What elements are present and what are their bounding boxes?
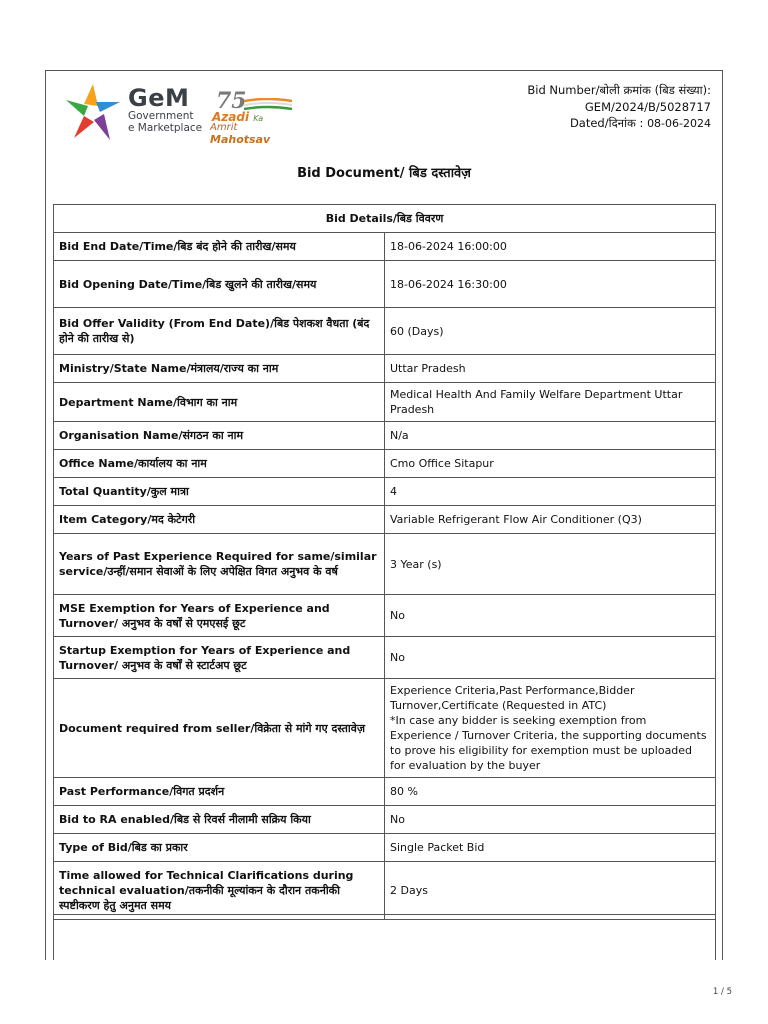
table-row bbox=[54, 478, 716, 506]
row-value-text: 3 Year (s) bbox=[390, 557, 442, 571]
row-value bbox=[385, 261, 716, 308]
table-header: Bid Details/बिड विवरण bbox=[54, 205, 716, 233]
dated-line bbox=[527, 115, 711, 133]
row-value bbox=[385, 308, 716, 355]
row-value-text: Experience Criteria,Past Performance,Bidder Turnover,Certificate (Requested in ATC) bbox=[390, 684, 635, 712]
page-number: 1 / 5 bbox=[712, 987, 732, 997]
azadi-line2 bbox=[210, 122, 300, 146]
row-value-text: Cmo Office Sitapur bbox=[390, 457, 494, 470]
table-row bbox=[54, 506, 716, 534]
azadi-ka-amrit-mahotsav-logo bbox=[210, 88, 300, 146]
table-row bbox=[54, 355, 716, 383]
row-label: Document required from seller/विक्रेता से मांगे गए दस्तावेज़ bbox=[54, 679, 385, 778]
row-value-text: Uttar Pradesh bbox=[390, 362, 466, 375]
flag-stripes-icon bbox=[242, 98, 294, 110]
row-value-text: No bbox=[390, 609, 405, 622]
azadi-75: 75 bbox=[216, 88, 247, 114]
gem-star-logo-icon bbox=[64, 82, 122, 142]
gem-wordmark bbox=[128, 86, 202, 134]
row-value-text: Single Packet Bid bbox=[390, 841, 485, 854]
azadi-amrit: Amrit bbox=[210, 122, 238, 133]
bid-number-label: Bid Number/बोली क्रमांक (बिड संख्या): bbox=[527, 83, 711, 97]
row-label: Time allowed for Technical Clarifications during technical evaluation/तकनीकी मूल्यांकन के दौरान तकनीकी स्पष्टीकरण हेतु अनुमत समय bbox=[54, 862, 385, 920]
row-value bbox=[385, 778, 716, 806]
row-label: Ministry/State Name/मंत्रालय/राज्य का नाम bbox=[54, 355, 385, 383]
row-label: Type of Bid/बिड का प्रकार bbox=[54, 834, 385, 862]
row-label: Bid Offer Validity (From End Date)/बिड पेशकश वैधता (बंद होने की तारीख से) bbox=[54, 308, 385, 355]
row-value bbox=[385, 862, 716, 920]
bid-details-table bbox=[53, 204, 716, 920]
row-value-text: Variable Refrigerant Flow Air Conditioner (Q3) bbox=[390, 513, 642, 526]
row-label: Item Category/मद केटेगरी bbox=[54, 506, 385, 534]
row-value bbox=[385, 806, 716, 834]
row-value-text: 80 % bbox=[390, 785, 418, 798]
row-value-text: 18-06-2024 16:00:00 bbox=[390, 240, 507, 253]
row-label: Organisation Name/संगठन का नाम bbox=[54, 422, 385, 450]
table-body bbox=[54, 233, 716, 920]
row-value bbox=[385, 595, 716, 637]
row-value-text: Medical Health And Family Welfare Department Uttar Pradesh bbox=[390, 388, 683, 416]
dated-label: Dated/दिनांक : bbox=[569, 116, 644, 130]
document-title: Bid Document/ बिड दस्तावेज़ bbox=[297, 166, 471, 181]
table-row bbox=[54, 233, 716, 261]
row-label: Office Name/कार्यालय का नाम bbox=[54, 450, 385, 478]
row-value bbox=[385, 233, 716, 261]
row-value-text: 60 (Days) bbox=[390, 324, 444, 338]
row-value bbox=[385, 478, 716, 506]
row-label: MSE Exemption for Years of Experience and Turnover/ अनुभव के वर्षों से एमएसई छूट bbox=[54, 595, 385, 637]
gem-sub-marketplace: e Marketplace bbox=[128, 122, 203, 134]
row-value bbox=[385, 637, 716, 679]
azadi-ka: Ka bbox=[253, 114, 264, 123]
table-row bbox=[54, 806, 716, 834]
row-label: Startup Exemption for Years of Experience and Turnover/ अनुभव के वर्षों से स्टार्टअप छूट bbox=[54, 637, 385, 679]
table-continuation bbox=[53, 914, 716, 960]
row-label: Total Quantity/कुल मात्रा bbox=[54, 478, 385, 506]
row-value-text: N/a bbox=[390, 429, 409, 442]
row-label: Bid to RA enabled/बिड से रिवर्स नीलामी सक्रिय किया bbox=[54, 806, 385, 834]
gem-sub-government: Government bbox=[128, 110, 194, 122]
table-row bbox=[54, 422, 716, 450]
row-value-note: *In case any bidder is seeking exemption from Experience / Turnover Criteria, the supporting documents to prove his eligibility for exemption must be uploaded for evaluation by the buyer bbox=[390, 714, 707, 772]
row-label: Past Performance/विगत प्रदर्शन bbox=[54, 778, 385, 806]
table-row bbox=[54, 261, 716, 308]
row-label: Department Name/विभाग का नाम bbox=[54, 383, 385, 422]
row-value-text: 2 Days bbox=[390, 884, 428, 897]
header-logos bbox=[64, 82, 314, 146]
azadi-mahotsav: Mahotsav bbox=[210, 133, 271, 146]
row-value-text: No bbox=[390, 813, 405, 826]
table-row bbox=[54, 534, 716, 595]
bid-meta bbox=[527, 82, 711, 133]
dated-value: 08-06-2024 bbox=[647, 117, 711, 130]
row-label: Years of Past Experience Required for same/similar service/उन्हीं/समान सेवाओं के लिए अपेक्षित विगत अनुभव के वर्ष bbox=[54, 534, 385, 595]
table-row bbox=[54, 383, 716, 422]
row-value-text: No bbox=[390, 651, 405, 664]
row-value bbox=[385, 534, 716, 595]
row-value bbox=[385, 679, 716, 778]
table-row bbox=[54, 778, 716, 806]
row-value-text: 18-06-2024 16:30:00 bbox=[390, 277, 507, 291]
table-row bbox=[54, 595, 716, 637]
table-header-row bbox=[54, 205, 716, 233]
row-value bbox=[385, 422, 716, 450]
bid-number: GEM/2024/B/5028717 bbox=[584, 99, 711, 114]
row-value bbox=[385, 450, 716, 478]
row-value bbox=[385, 355, 716, 383]
row-label: Bid End Date/Time/बिड बंद होने की तारीख/समय bbox=[54, 233, 385, 261]
row-value bbox=[385, 834, 716, 862]
row-label: Bid Opening Date/Time/बिड खुलने की तारीख/समय bbox=[54, 261, 385, 308]
row-value-text: 4 bbox=[390, 485, 397, 498]
row-value bbox=[385, 383, 716, 422]
table-row bbox=[54, 862, 716, 920]
table-row bbox=[54, 308, 716, 355]
table-row bbox=[54, 450, 716, 478]
table-row bbox=[54, 637, 716, 679]
azadi-word: Azadi bbox=[212, 110, 250, 124]
gem-title: GeM bbox=[128, 84, 190, 112]
row-value bbox=[385, 506, 716, 534]
table-row bbox=[54, 679, 716, 778]
table-row bbox=[54, 834, 716, 862]
